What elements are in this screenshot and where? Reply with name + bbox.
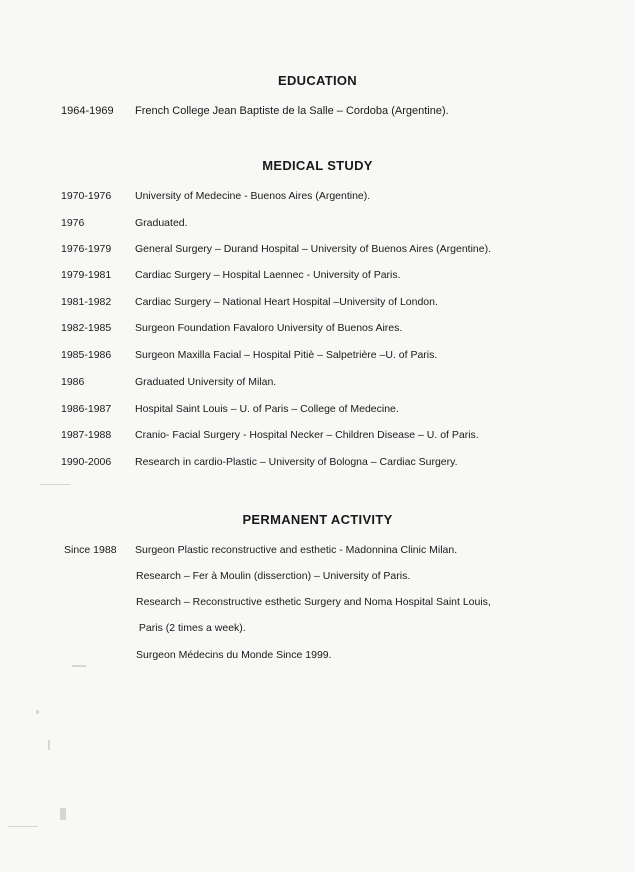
entry-years: 1985-1986 <box>61 349 112 361</box>
entry-text: Graduated University of Milan. <box>135 376 277 388</box>
scan-speck <box>40 484 70 485</box>
medical-study-row <box>0 427 635 443</box>
entry-years: 1981-1982 <box>61 296 112 308</box>
permanent-activity-row <box>0 647 635 663</box>
entry-years: 1976-1979 <box>61 243 112 255</box>
activity-line: Surgeon Médecins du Monde Since 1999. <box>136 649 332 661</box>
medical-study-row <box>0 374 635 390</box>
education-text: French College Jean Baptiste de la Salle – Cordoba (Argentine). <box>135 105 449 117</box>
medical-study-row <box>0 347 635 363</box>
since-label: Since 1988 <box>64 544 117 556</box>
entry-text: Hospital Saint Louis – U. of Paris – College of Medecine. <box>135 403 399 415</box>
permanent-activity-row <box>0 542 635 558</box>
activity-line: Paris (2 times a week). <box>136 622 246 634</box>
medical-study-row <box>0 454 635 470</box>
medical-study-row <box>0 215 635 231</box>
permanent-activity-row <box>0 594 635 610</box>
entry-text: Surgeon Maxilla Facial – Hospital Pitiè – Salpetrière –U. of Paris. <box>135 349 438 361</box>
medical-study-heading: MEDICAL STUDY <box>262 158 373 173</box>
scan-speck <box>60 808 66 820</box>
education-heading: EDUCATION <box>277 73 357 88</box>
scan-speck <box>8 826 38 827</box>
medical-study-row <box>0 241 635 257</box>
medical-study-row <box>0 294 635 310</box>
entry-years: 1979-1981 <box>61 269 112 281</box>
entry-text: Cardiac Surgery – Hospital Laennec - University of Paris. <box>135 269 401 281</box>
entry-years: 1990-2006 <box>61 456 112 468</box>
activity-line: Research – Fer à Moulin (disserction) – University of Paris. <box>136 570 411 582</box>
entry-years: 1987-1988 <box>61 429 112 441</box>
entry-years: 1976 <box>61 217 85 229</box>
entry-years: 1970-1976 <box>61 190 112 202</box>
medical-study-row <box>0 320 635 336</box>
permanent-activity-heading: PERMANENT ACTIVITY <box>242 512 393 527</box>
activity-line: Surgeon Plastic reconstructive and esthetic - Madonnina Clinic Milan. <box>135 544 458 556</box>
entry-text: Surgeon Foundation Favaloro University of Buenos Aires. <box>135 322 403 334</box>
medical-study-row <box>0 267 635 283</box>
education-years: 1964-1969 <box>61 105 114 117</box>
entry-text: Graduated. <box>135 217 188 229</box>
entry-years: 1982-1985 <box>61 322 112 334</box>
scan-speck <box>36 710 39 714</box>
permanent-activity-row <box>0 568 635 584</box>
entry-text: Cranio- Facial Surgery - Hospital Necker – Children Disease – U. of Paris. <box>135 429 479 441</box>
entry-years: 1986 <box>61 376 85 388</box>
scan-speck <box>48 740 50 750</box>
education-row <box>0 103 635 119</box>
activity-line: Research – Reconstructive esthetic Surgery and Noma Hospital Saint Louis, <box>136 596 491 608</box>
entry-years: 1986-1987 <box>61 403 112 415</box>
permanent-activity-row <box>0 620 635 636</box>
scan-speck <box>72 665 86 667</box>
entry-text: General Surgery – Durand Hospital – University of Buenos Aires (Argentine). <box>135 243 492 255</box>
entry-text: University of Medecine - Buenos Aires (Argentine). <box>135 190 371 202</box>
medical-study-row <box>0 401 635 417</box>
medical-study-row <box>0 188 635 204</box>
entry-text: Research in cardio-Plastic – University of Bologna – Cardiac Surgery. <box>135 456 458 468</box>
entry-text: Cardiac Surgery – National Heart Hospital –University of London. <box>135 296 438 308</box>
